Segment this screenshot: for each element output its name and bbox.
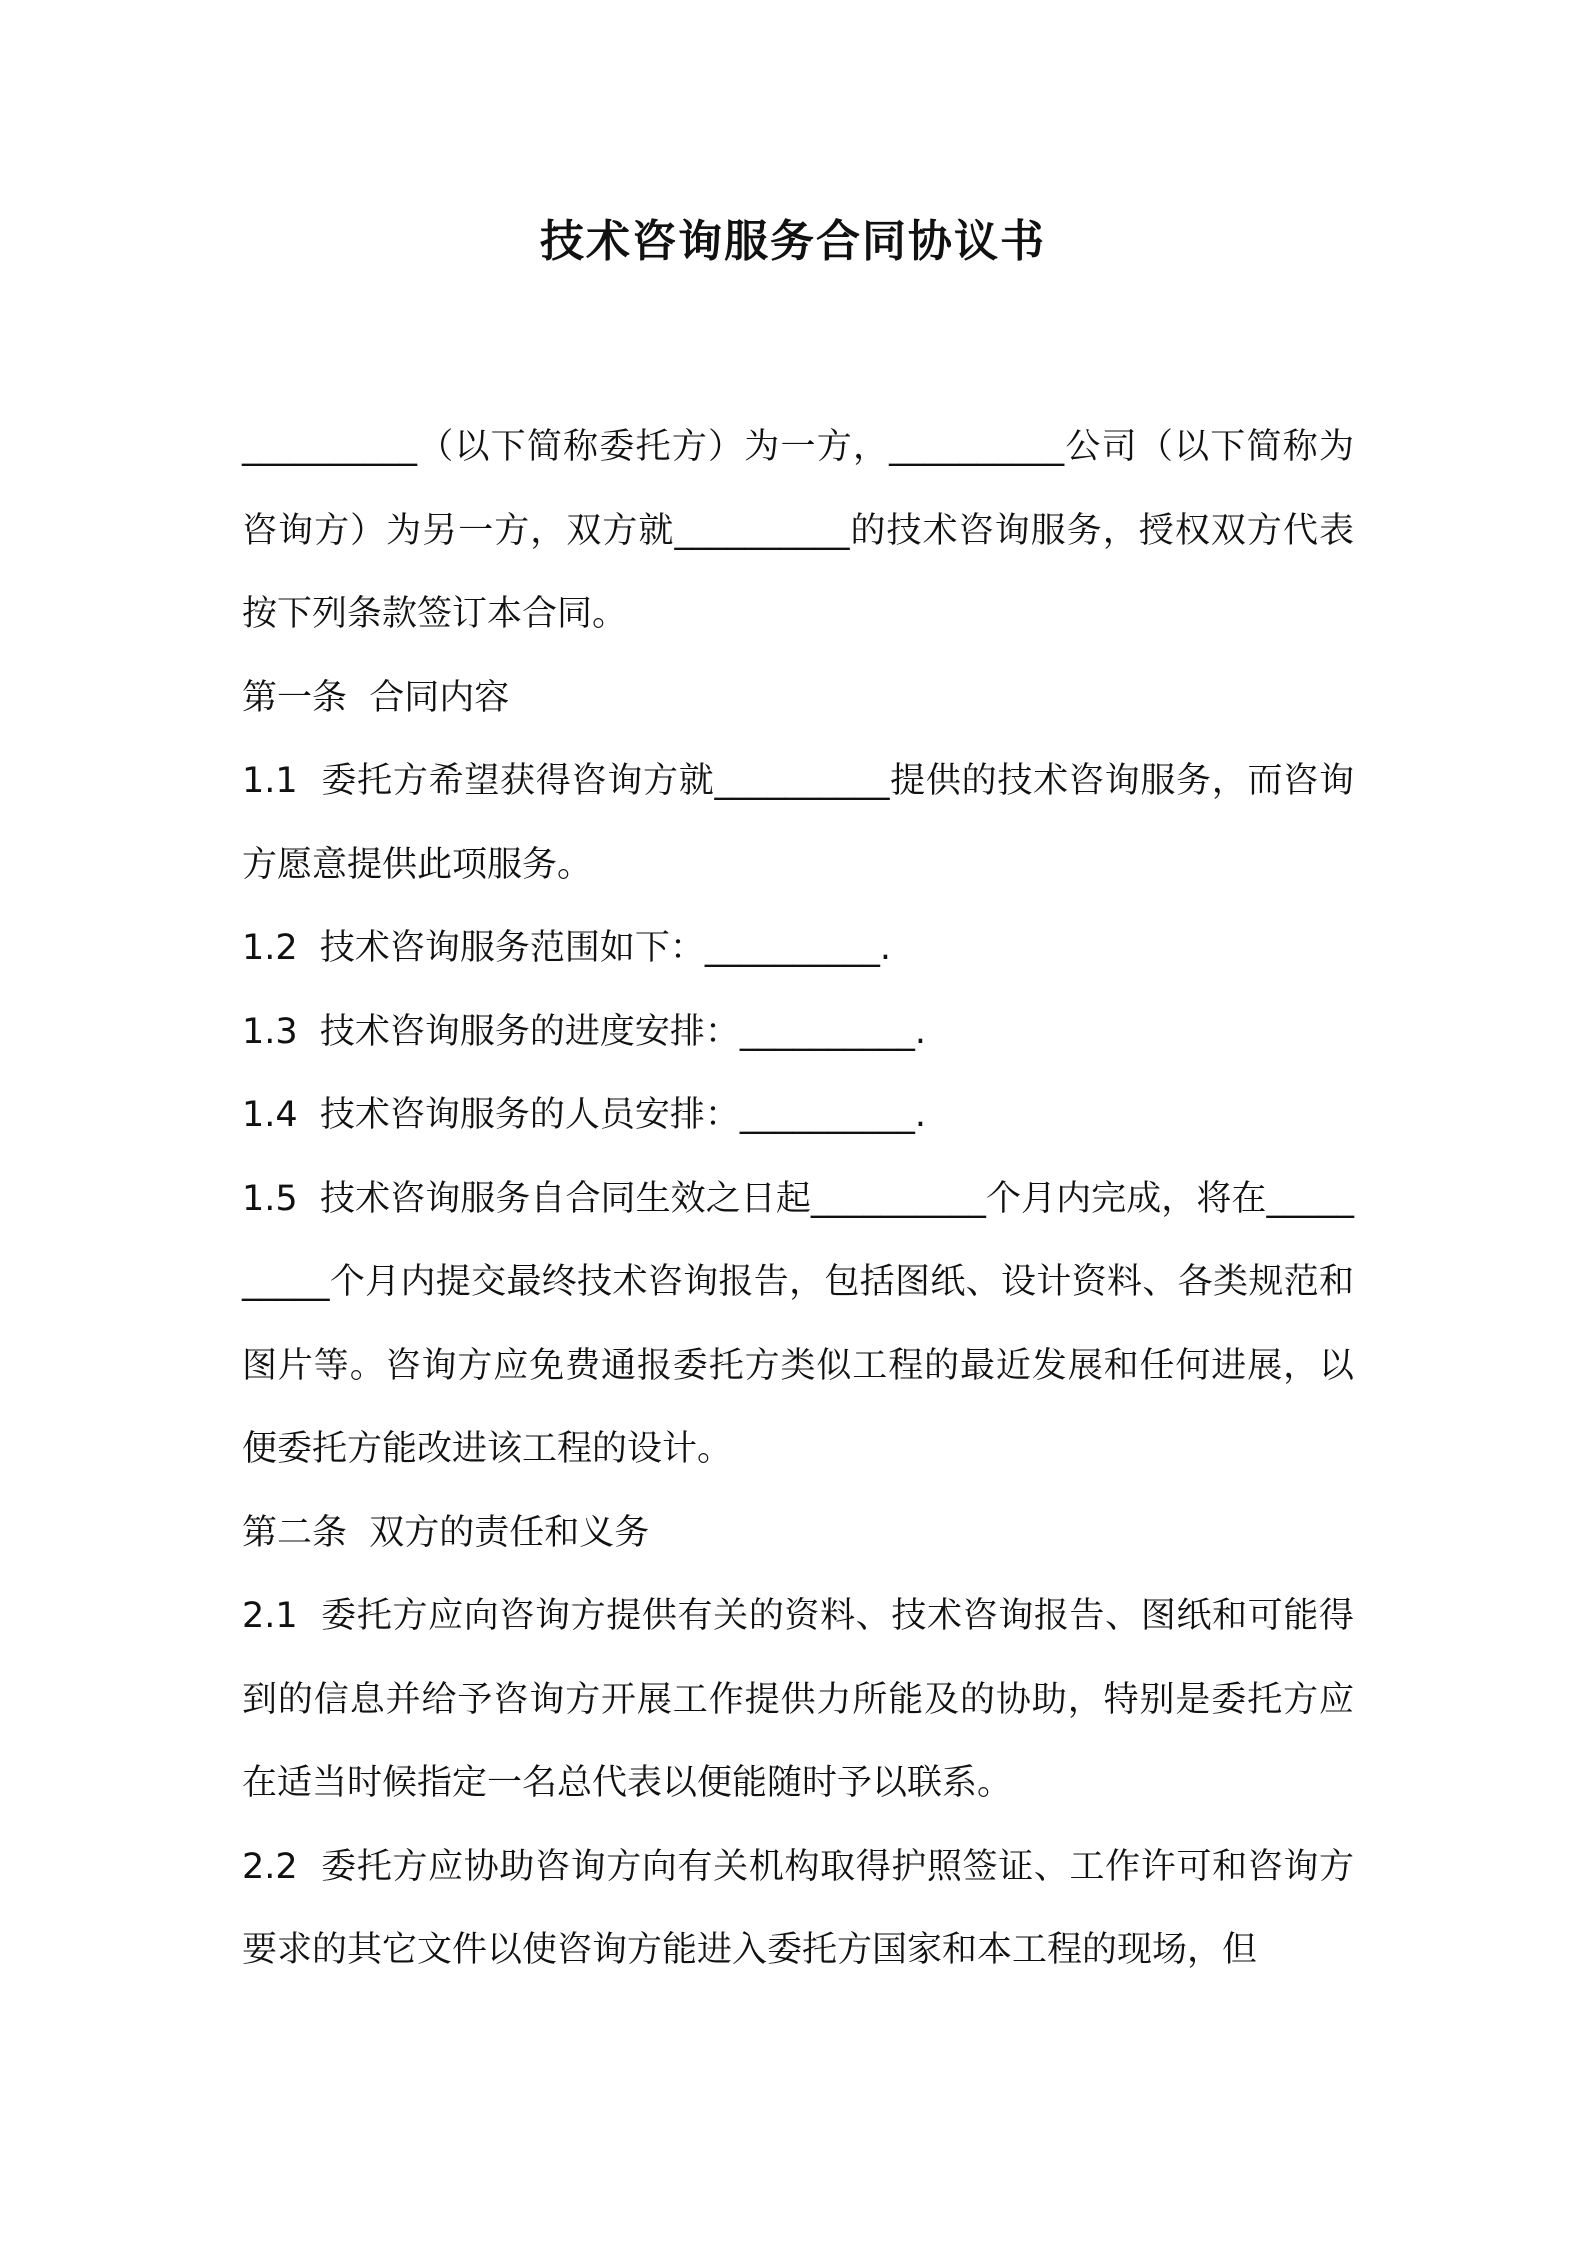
clause-1-2: 1.2 技术咨询服务范围如下：__________. xyxy=(242,928,892,968)
document-title: 技术咨询服务合同协议书 xyxy=(540,216,1046,267)
article-2-heading: 第二条 双方的责任和义务 xyxy=(242,1512,650,1553)
clause-1-4: 1.4 技术咨询服务的人员安排：__________. xyxy=(242,1095,927,1135)
document-body xyxy=(242,406,1354,1993)
clause-2-2: 2.2 委托方应协助咨询方向有关机构取得护照签证、工作许可和咨询方要求的其它文件以使咨询方能进入委托方国家和本工程的现场，但 xyxy=(242,1846,1354,1970)
intro-paragraph: __________（以下简称委托方）为一方，__________公司（以下简称为咨询方）为另一方，双方就__________的技术咨询服务，授权双方代表按下列条款签订本合同。 xyxy=(242,427,1354,634)
article-1-heading: 第一条 合同内容 xyxy=(242,677,510,718)
clause-1-5: 1.5 技术咨询服务自合同生效之日起__________个月内完成，将在__________个月内提交最终技术咨询报告，包括图纸、设计资料、各类规范和图片等。咨询方应免费通报委托方类似工程的最近发展和任何进展，以便委托方能改进该工程的设计。 xyxy=(242,1178,1354,1469)
clause-2-1: 2.1 委托方应向咨询方提供有关的资料、技术咨询报告、图纸和可能得到的信息并给予咨询方开展工作提供力所能及的协助，特别是委托方应在适当时候指定一名总代表以便能随时予以联系。 xyxy=(242,1596,1354,1803)
clause-1-3: 1.3 技术咨询服务的进度安排：__________. xyxy=(242,1011,927,1052)
clause-1-1: 1.1 委托方希望获得咨询方就__________提供的技术咨询服务，而咨询方愿意提供此项服务。 xyxy=(242,761,1354,885)
